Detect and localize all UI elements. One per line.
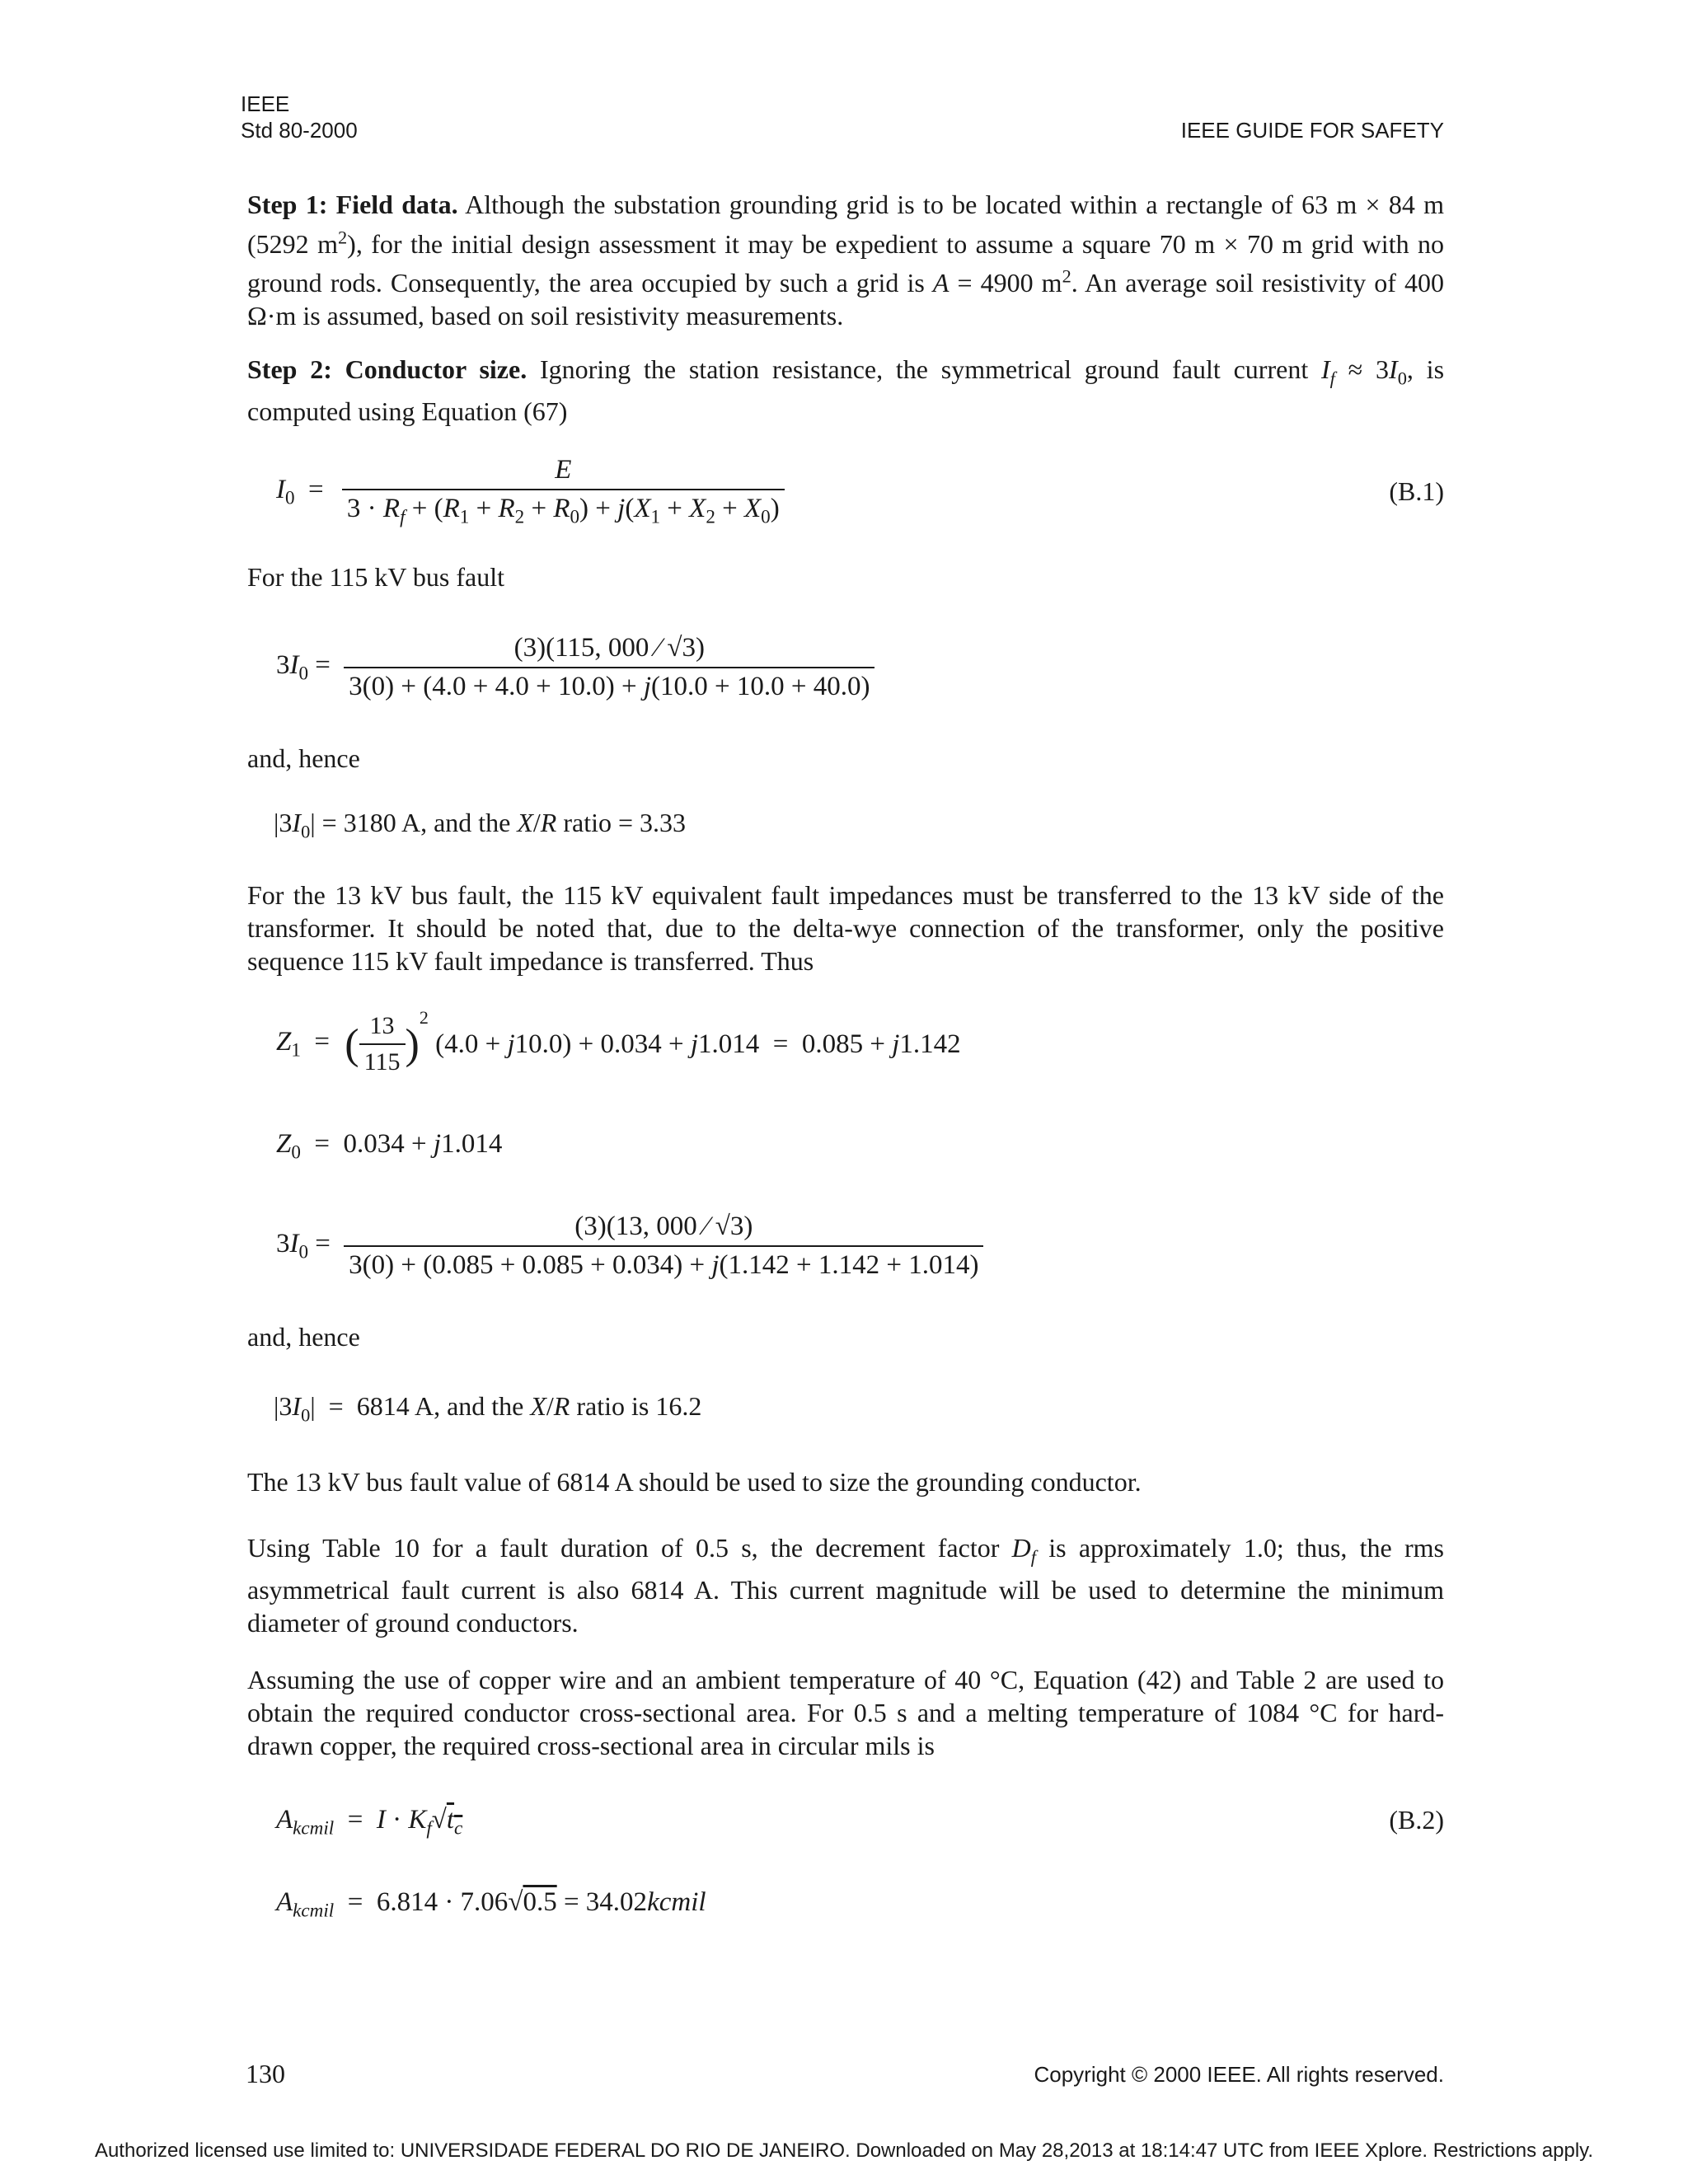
equation-13kv xyxy=(276,1212,983,1281)
equation-b2-evaluated: $A_{kcmil} = 6.814 \cdot 7.06√0.5$ = 34.02kcmil xyxy=(276,1887,706,1921)
step1-paragraph xyxy=(247,188,1444,332)
step2-text: Ignoring the station resistance, the symmetrical ground fault current $I_f \approx 3I_0$, is computed using Equation (67) xyxy=(247,354,1445,427)
result-13kv: $|3I_0| = 6814$ A, and the X/R ratio is 16.2 xyxy=(274,1391,702,1426)
eq-z1-rest: (4.0 + j10.0) + 0.034 + j1.014 = 0.085 + j1.142 xyxy=(435,1029,961,1059)
step2-label: Step 2: Conductor size. xyxy=(247,354,528,384)
eq-115-numerator: (3)(115, 000 ⁄ √3) xyxy=(344,633,874,668)
eq-115-denominator: 3(0) + (4.0 + 4.0 + 10.0) + j(10.0 + 10.0 + 40.0) xyxy=(349,672,870,701)
eq-z1-frac-den: 115 xyxy=(363,1048,401,1076)
eq-z1-paren-close: ) xyxy=(405,1020,420,1068)
copyright: Copyright © 2000 IEEE. All rights reserved. xyxy=(1034,2062,1444,2087)
eq-b2b-value: 6.814 · 7.06 xyxy=(376,1887,509,1917)
header-title: IEEE GUIDE FOR SAFETY xyxy=(1180,118,1444,143)
eq-b1-lhs: $I_0$ = xyxy=(276,474,324,509)
eq-z1-fraction xyxy=(359,1012,406,1076)
p-13kv: For the 13 kV bus fault, the 115 kV equivalent fault impedances must be transferred to the 13 kV side of the transformer. It should be noted that, due to the delta-wye connection of the transformer, only the positive sequence 115 kV fault impedance is transferred. Thus xyxy=(247,880,1444,976)
equation-115kv xyxy=(276,633,874,702)
equation-b1 xyxy=(276,455,785,528)
equation-z0: $Z_0 = 0.034 + j1.014$ xyxy=(276,1129,503,1163)
eq-13-lhs: $3I_0$ = xyxy=(276,1229,331,1263)
p-copper: Assuming the use of copper wire and an ambient temperature of 40 °C, Equation (42) and Table 2 are used to obtain the required conductor cross-sectional area. For 0.5 s and a melting temperature of 1084 °C for hard-drawn copper, the required cross-sectional area in circular mils is xyxy=(247,1665,1444,1760)
p-hence-1: and, hence xyxy=(247,743,360,773)
equation-z1 xyxy=(276,1007,961,1076)
p-115kv: For the 115 kV bus fault xyxy=(247,562,504,592)
eq-13-numerator: (3)(13, 000 ⁄ √3) xyxy=(344,1212,983,1247)
eq-b2b-result: = 34.02 xyxy=(563,1887,648,1917)
eq-b2-number: (B.2) xyxy=(1389,1805,1444,1835)
eq-115-fraction xyxy=(344,633,874,702)
eq-b2b-sqrt: 0.5 xyxy=(523,1887,557,1917)
authorized-use-notice: Authorized licensed use limited to: UNIVERSIDADE FEDERAL DO RIO DE JANEIRO. Downloaded on May 28,2013 at 18:14:47 UTC from IEEE Xplore. Restrictions apply. xyxy=(94,2139,1594,2162)
eq-b1-fraction xyxy=(342,455,785,528)
equation-b2: $A_{kcmil} = I \cdot K_f√t_c$ xyxy=(276,1805,463,1839)
p-table10: Using Table 10 for a fault duration of 0.5 s, the decrement factor $D_f$ is approximately 1.0; thus, the rms asymmetrical fault current is also 6814 A. This current magnitude will be used to determine the minimum diameter of ground conductors. xyxy=(247,1533,1445,1638)
step2-paragraph xyxy=(247,353,1444,428)
step1-label: Step 1: Field data. xyxy=(247,190,458,219)
eq-b1-numerator: E xyxy=(342,455,785,490)
header-std: Std 80-2000 xyxy=(241,118,358,143)
header-org: IEEE xyxy=(241,91,290,116)
step1-text: Although the substation grounding grid is to be located within a rectangle of 63 m × 84 m (5292 $m^2$), for the initial design assessment it may be expedient to assume a square 70 m × 70 m grid with no ground rods. Consequently, the area occupied by such a grid is A = 4900 $m^2$. An average soil resistivity of 400 Ω·m is assumed, based on soil resistivity measurements. xyxy=(247,190,1445,331)
eq-13-fraction xyxy=(344,1212,983,1281)
eq-b1-denominator: $3 \cdot R_f + (R_1 + R_2 + R_0) + j(X_1 + X_2 + X_0)$ xyxy=(346,494,780,527)
eq-13-denominator: 3(0) + (0.085 + 0.085 + 0.034) + j(1.142 + 1.142 + 1.014) xyxy=(349,1250,979,1280)
page-number: 130 xyxy=(246,2059,285,2088)
eq-b1-number: (B.1) xyxy=(1389,476,1444,506)
eq-z1-frac-num: 13 xyxy=(359,1012,406,1045)
eq-z1-lhs: $Z_1$ = xyxy=(276,1027,331,1061)
eq-z1-paren-open: ( xyxy=(345,1020,359,1068)
result-115kv: $|3I_0| = 3180$ A, and the X/R ratio = 3.33 xyxy=(274,808,687,842)
eq-115-lhs: $3I_0$ = xyxy=(276,650,331,684)
p-hence-2: and, hence xyxy=(247,1322,360,1352)
eq-z1-power: 2 xyxy=(419,1007,429,1028)
p-size: The 13 kV bus fault value of 6814 A should be used to size the grounding conductor. xyxy=(247,1467,1142,1497)
